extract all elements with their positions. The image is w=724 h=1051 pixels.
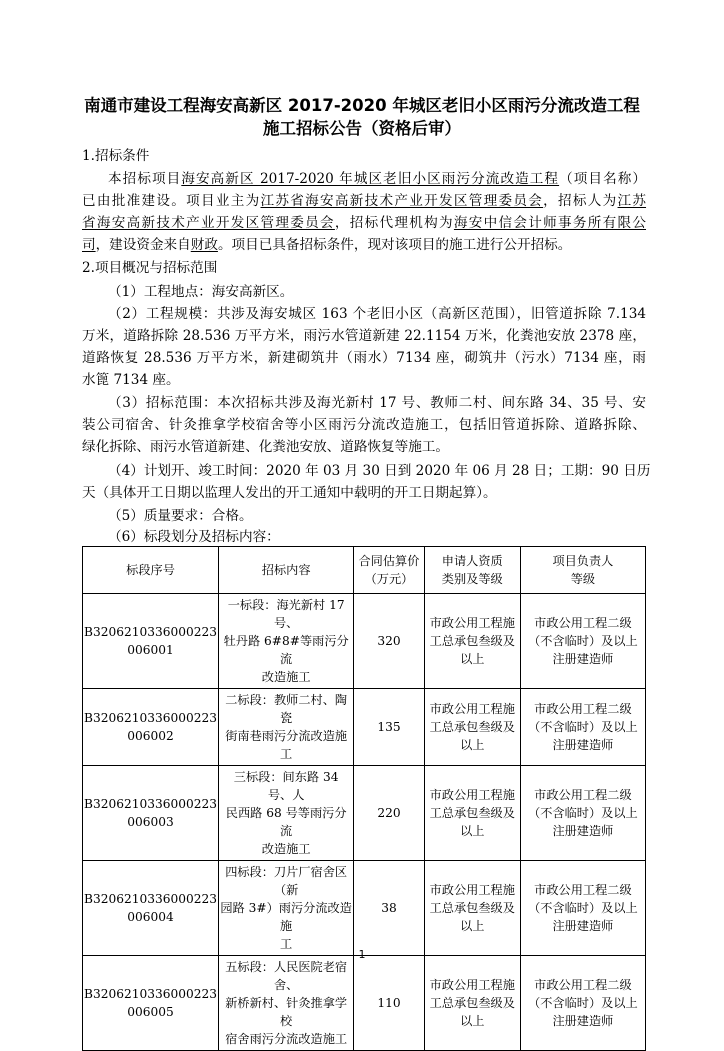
tenderer-part1: 江苏 xyxy=(617,193,647,209)
section-content: 一标段：海光新村 17 号、 牡丹路 6#8#等雨污分流 改造施工 xyxy=(219,594,354,689)
section-code: B3206210336000223 006005 xyxy=(83,956,219,1051)
header-qualification: 申请人资质 类别及等级 xyxy=(424,547,520,594)
section-content: 三标段：间东路 34 号、人 民西路 68 号等雨污分流 改造施工 xyxy=(219,766,354,861)
section-qualification: 市政公用工程施 工总承包叁级及 以上 xyxy=(424,861,520,956)
section-project-lead: 市政公用工程二级 （不含临时）及以上 注册建造师 xyxy=(520,594,645,689)
section-code: B3206210336000223 006001 xyxy=(83,594,219,689)
header-project-lead: 项目负责人 等级 xyxy=(520,547,645,594)
section-project-lead: 市政公用工程二级 （不含临时）及以上 注册建造师 xyxy=(520,956,645,1051)
item2-line1: （2）工程规模：共涉及海安城区 163 个老旧小区（高新区范围），旧管道拆除 7.134 xyxy=(108,306,646,322)
section-project-lead: 市政公用工程二级 （不含临时）及以上 注册建造师 xyxy=(520,861,645,956)
section2-heading: 2.项目概况与招标范围 xyxy=(82,260,218,276)
document-title-line2: 施工招标公告（资格后审） xyxy=(263,119,461,138)
item2-line2: 万米，道路拆除 28.536 万平方米，雨污水管道新建 22.1154 万米，化粪池安放 2378 座， xyxy=(82,328,646,344)
header-content: 招标内容 xyxy=(219,547,354,594)
item3-line1: （3）招标范围：本次招标共涉及海光新村 17 号、教师二村、间东路 34、35 号、安 xyxy=(108,395,646,411)
item4-line1: （4）计划开、竣工时间：2020 年 03 月 30 日到 2020 年 06 月 28 日；工期：90 日历 xyxy=(108,463,651,479)
section-price: 320 xyxy=(354,594,424,689)
section-price: 38 xyxy=(354,861,424,956)
agent-part2: 司 xyxy=(82,237,96,253)
header-price: 合同估算价 （万元） xyxy=(354,547,424,594)
project-name: 海安高新区 2017-2020 年城区老旧小区雨污分流改造工程 xyxy=(181,171,560,187)
item3-line3: 绿化拆除、雨污水管道新建、化粪池安放、道路恢复等施工。 xyxy=(82,439,450,455)
bid-sections-table xyxy=(82,546,646,1051)
section-price: 135 xyxy=(354,689,424,766)
document-title-line1: 南通市建设工程海安高新区 2017-2020 年城区老旧小区雨污分流改造工程 xyxy=(84,96,640,115)
item1-location: （1）工程地点：海安高新区。 xyxy=(108,284,294,300)
tenderer-part2: 省海安高新技术产业开发区管理委员会 xyxy=(82,215,335,231)
section1-heading: 1.招标条件 xyxy=(82,148,150,164)
page-number: 1 xyxy=(358,948,366,961)
section1-para-line2: 已由批准建设。项目业主为江苏省海安高新技术产业开发区管理委员会，招标人为江苏 xyxy=(82,193,647,209)
section-qualification: 市政公用工程施 工总承包叁级及 以上 xyxy=(424,956,520,1051)
fund-source: 财政 xyxy=(190,237,218,253)
section-qualification: 市政公用工程施 工总承包叁级及 以上 xyxy=(424,594,520,689)
section-code: B3206210336000223 006003 xyxy=(83,766,219,861)
section-project-lead: 市政公用工程二级 （不含临时）及以上 注册建造师 xyxy=(520,766,645,861)
item2-line3: 道路恢复 28.536 万平方米，新建砌筑井（雨水）7134 座，砌筑井（污水）7134 座，雨 xyxy=(82,350,646,366)
item4-line2: 天（具体开工日期以监理人发出的开工通知中载明的开工日期起算）。 xyxy=(82,485,497,501)
item6-sections: （6）标段划分及招标内容： xyxy=(108,529,280,545)
item5-quality: （5）质量要求：合格。 xyxy=(108,508,253,524)
table-row xyxy=(83,689,646,766)
section-content: 五标段：人民医院老宿舍、 新桥新村、针灸推拿学校 宿舍雨污分流改造施工 xyxy=(219,956,354,1051)
table-row xyxy=(83,766,646,861)
section-code: B3206210336000223 006002 xyxy=(83,689,219,766)
section-price: 110 xyxy=(354,956,424,1051)
agent-part1: 海安中信会计师事务所有限公 xyxy=(453,215,647,231)
table-row xyxy=(83,861,646,956)
item2-line4: 水篦 7134 座。 xyxy=(82,372,180,388)
section1-para-line4: 司，建设资金来自财政。项目已具备招标条件，现对该项目的施工进行公开招标。 xyxy=(82,237,572,253)
section-qualification: 市政公用工程施 工总承包叁级及 以上 xyxy=(424,689,520,766)
section-content: 四标段：刀片厂宿舍区（新 园路 3#）雨污分流改造施 工 xyxy=(219,861,354,956)
table-header-row xyxy=(83,547,646,594)
section-project-lead: 市政公用工程二级 （不含临时）及以上 注册建造师 xyxy=(520,689,645,766)
section-code: B3206210336000223 006004 xyxy=(83,861,219,956)
section-qualification: 市政公用工程施 工总承包叁级及 以上 xyxy=(424,766,520,861)
section1-para-line1: 本招标项目海安高新区 2017-2020 年城区老旧小区雨污分流改造工程（项目名称） xyxy=(108,171,647,187)
project-owner: 江苏省海安高新技术产业开发区管理委员会 xyxy=(260,193,544,209)
table-row xyxy=(83,956,646,1051)
header-section-code: 标段序号 xyxy=(83,547,219,594)
section-content: 二标段：教师二村、陶瓷 街南巷雨污分流改造施工 xyxy=(219,689,354,766)
table-row xyxy=(83,594,646,689)
section1-para-line3: 省海安高新技术产业开发区管理委员会，招标代理机构为海安中信会计师事务所有限公 xyxy=(82,215,647,231)
item3-line2: 装公司宿舍、针灸推拿学校宿舍等小区雨污分流改造施工，包括旧管道拆除、道路拆除、 xyxy=(82,417,646,433)
section-price: 220 xyxy=(354,766,424,861)
